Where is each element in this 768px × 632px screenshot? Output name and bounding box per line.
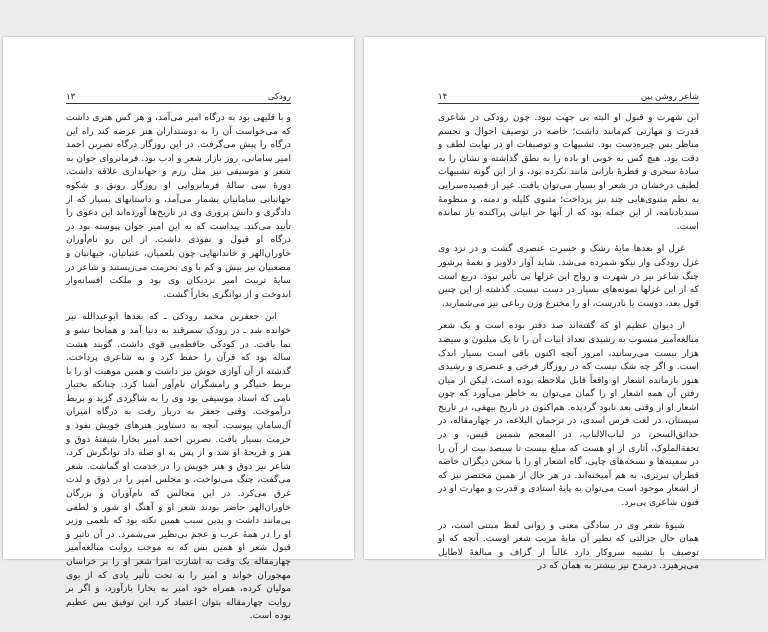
paragraph: شیوهٔ شعر وی در سادگی معنی و روانی لفظ مبتنی است، در همان حال جزالتی که نظیر آن مایهٔ مزیت شعر اوست. آنچه که او توصیف با تشبیه سروکار دارد غالباً از گزاف و مبالغهٔ لاطایل می‌پرهیزد. درمدح نیز بیشتر به همان که در (438, 519, 699, 572)
paragraph: و با قلیهی بود به درگاه امیر می‌آمد، و هر کس هنری داشت که می‌خواست آن را به دوستداران هنر عرضه کند راه این درگاه را پیش می‌گرفت. در این روزگار درگاه نصربن احمد امیر سامانی، روز بازار شعر و ادب بود. فرمانروای جوان به شعر و موسیقی نیز مثل رزم و جهانداری علاقه داشت. دورهٔ سی سالهٔ فرمانروایی او روزگار رونق و شکوه جهانبانی سامانیان بشمار می‌آمد، و داستانهای بسیار که از دادگری و دانش پروری وی در تاریخ‌ها آورده‌اند این دعوی را تأیید می‌کند. پیداست که به این امیر جوان پیوسته بود در درگاه او قبول و نفوذی داشت. از این رو نام‌آوران خاوران‌الهر و خاندانهایی چون بلعمیان، عتبانیان، جیهانیان و مصعبیان نیز بیش و کم با وی بحرمت می‌زیستند و شاعر در سایهٔ تربیت امیر نزدیکان وی بود و ملکت افسانه‌وار اندوخت و از توانگری بخاراً گشت. (66, 112, 291, 300)
right-page-number: ۱۴ (438, 92, 448, 102)
right-page (364, 37, 765, 572)
paragraph: غزل او بعدها مایهٔ رشک و حسرت عنصری گشت و در نزد وی غزل رودکی وار نیکو شمرده می‌شد. شاید آواز دلاویز و نغمهٔ پرشور چنگ شاعر نیز در شهرت و رواج این غزلها بی تأثیر نبود. دریغ است که از این غزلها نمونه‌های بسیار در دست نیست. گذشته از این چنین قول بعد، دوست یا نادرست، او را مخترع وزن رباعی نیز می‌شمارند. (438, 243, 699, 309)
left-running-title: رودکی (267, 92, 291, 102)
left-page (3, 37, 354, 622)
left-page-number: ۱۳ (66, 92, 76, 102)
paragraph: این شهرت و قبول او البته بی جهت نبود. چون رودکی در شاعری قدرت و مهارتی کم‌مانند داشت؛ خاصه در توصیف احوال و تجسم مناظر بس چیره‌دست بود. تشبیهات و توصیفات او در نهایت لطف و دقت بود. هیچ کس به خوبی او باده را به نطق گذاشته و نشان را به سادهٔ سحری و قطرهٔ بارانی مانند نکرده بود، و از این گونه تشبیهات لطیف درخشان در شعر او بسیار می‌توان یافت. غیر از قصیده‌سرایی به نظم مثنوی‌هایی چند نیز پرداخت؛ مثنوی کلیله و دمنه، و منظومهٔ سندبادنامه، از این جمله بود که از آنها جز ابیاتی پراکنده باز نمانده است. (438, 112, 699, 232)
left-page-header (66, 89, 291, 104)
right-running-title: شاعر روشن بین (640, 92, 699, 102)
right-page-body (438, 111, 699, 582)
paragraph: از دیوان عظیم او که گفته‌اند صد دفتر بوده است و یک شعر مبالغه‌آمیز منسوب به رشیدی تعداد ابیات آن را تا یک میلیون و سیصد هزار بیست می‌رسانند، امروز آنچه اکنون باقی است بسیار اندک است. و اگر چه شک نیست که در روزگار فرخی و عنصری و رشیدی هنوز بازمانده اشعار او واقعاً قابل ملاحظه بوده است، لیکن از میان رفتن آن همه اشعار او را گمان می‌توان به خاطر می‌آورد که چون اشعار او از وقتی بعد نابود گردیده. هم‌اکنون در تاریخ بیهقی، در تاریخ سیستان، در لغت فرس اسدی، در ترجمان البلاغه، در چهارمقاله، در حدائق‌السحر، در لباب‌الالباب، در المعجم شمس قیس، و در تحفة‌الملوک، آثاری از او هست که مبلغ بیست تا سیصد بیت از آن را در سفینه‌ها و نسخه‌های چاپی، گاه اشعار او را با سخن دیگران خاصه قطران تبریزی، به هم آمیخته‌اند. در هر حال از همین مختصر نیز که از اشعار موجود است می‌توان به پایهٔ استادی و قدرت و مهارت او در فنون شاعری پی‌برد. (438, 320, 699, 509)
paragraph: ابن جعفربن محمد رودکی ـ که بعدها ابوعبدالله نیز خوانده شد ـ در رودک سمرقند به دنیا آمد و همانجا نشو و نما یافت. در کودکی حافظه‌یی قوی داشت. گویند هشت ساله بود که قرآن را حفظ کرد و به شاعری پرداخت. گذشته از آن آوازی خوش نیز داشت و همین موهبت او را با بربط خنیاگر و رامشگران نام‌آور آشنا کرد. چنانکه بختیار نامی که استاد موسیقی بود وی را به شاگردی گزید و بربط درآموخت. وقتی جعفر به دربار رفت به درگاه امیران آل‌سامان پیوست. آنچه به دستاویز هنرهای خویش نفوذ و حرمت بسیار یافت. نصربن احمد امیر بخارا شیفتهٔ ذوق و هنر و قریحهٔ او شد و از پس به او صله داد توانگرش کرد. شاعر نیز ذوق و هنر خویش را در خدمت او گماشت. شعر می‌گفت، چنگ می‌نواخت، و مجلس امیر را در ذوق و لذت غرق می‌کرد. در این مجالس که نام‌آوران و بزرگان خاوران‌الهر حاضر بودند شعر او و آهنگ او شور و لطفی بی‌مانند داشت و بدین سبب همین نکته بود که بلعمی وزیر او را در همهٔ عرب و عجم بی‌نظیر می‌شمرد. در آن تاثیر و قبول شعر او همین بس که به موجب روایت مبالغه‌آمیز چهارمقاله یک وقت به اشارت امرا شعر او را بر خراسان مهجوران خواند و امیر را به تحت تأثیر یادی که از بوی مولیان کرده، همراه خود امیر به بخارا بازآورد، و اگر بر روایت چهارمقاله بتوان اعتماد کرد این توفیق بس عظیم بوده است. (66, 311, 291, 622)
left-page-body (66, 111, 291, 632)
right-page-header (438, 89, 699, 104)
